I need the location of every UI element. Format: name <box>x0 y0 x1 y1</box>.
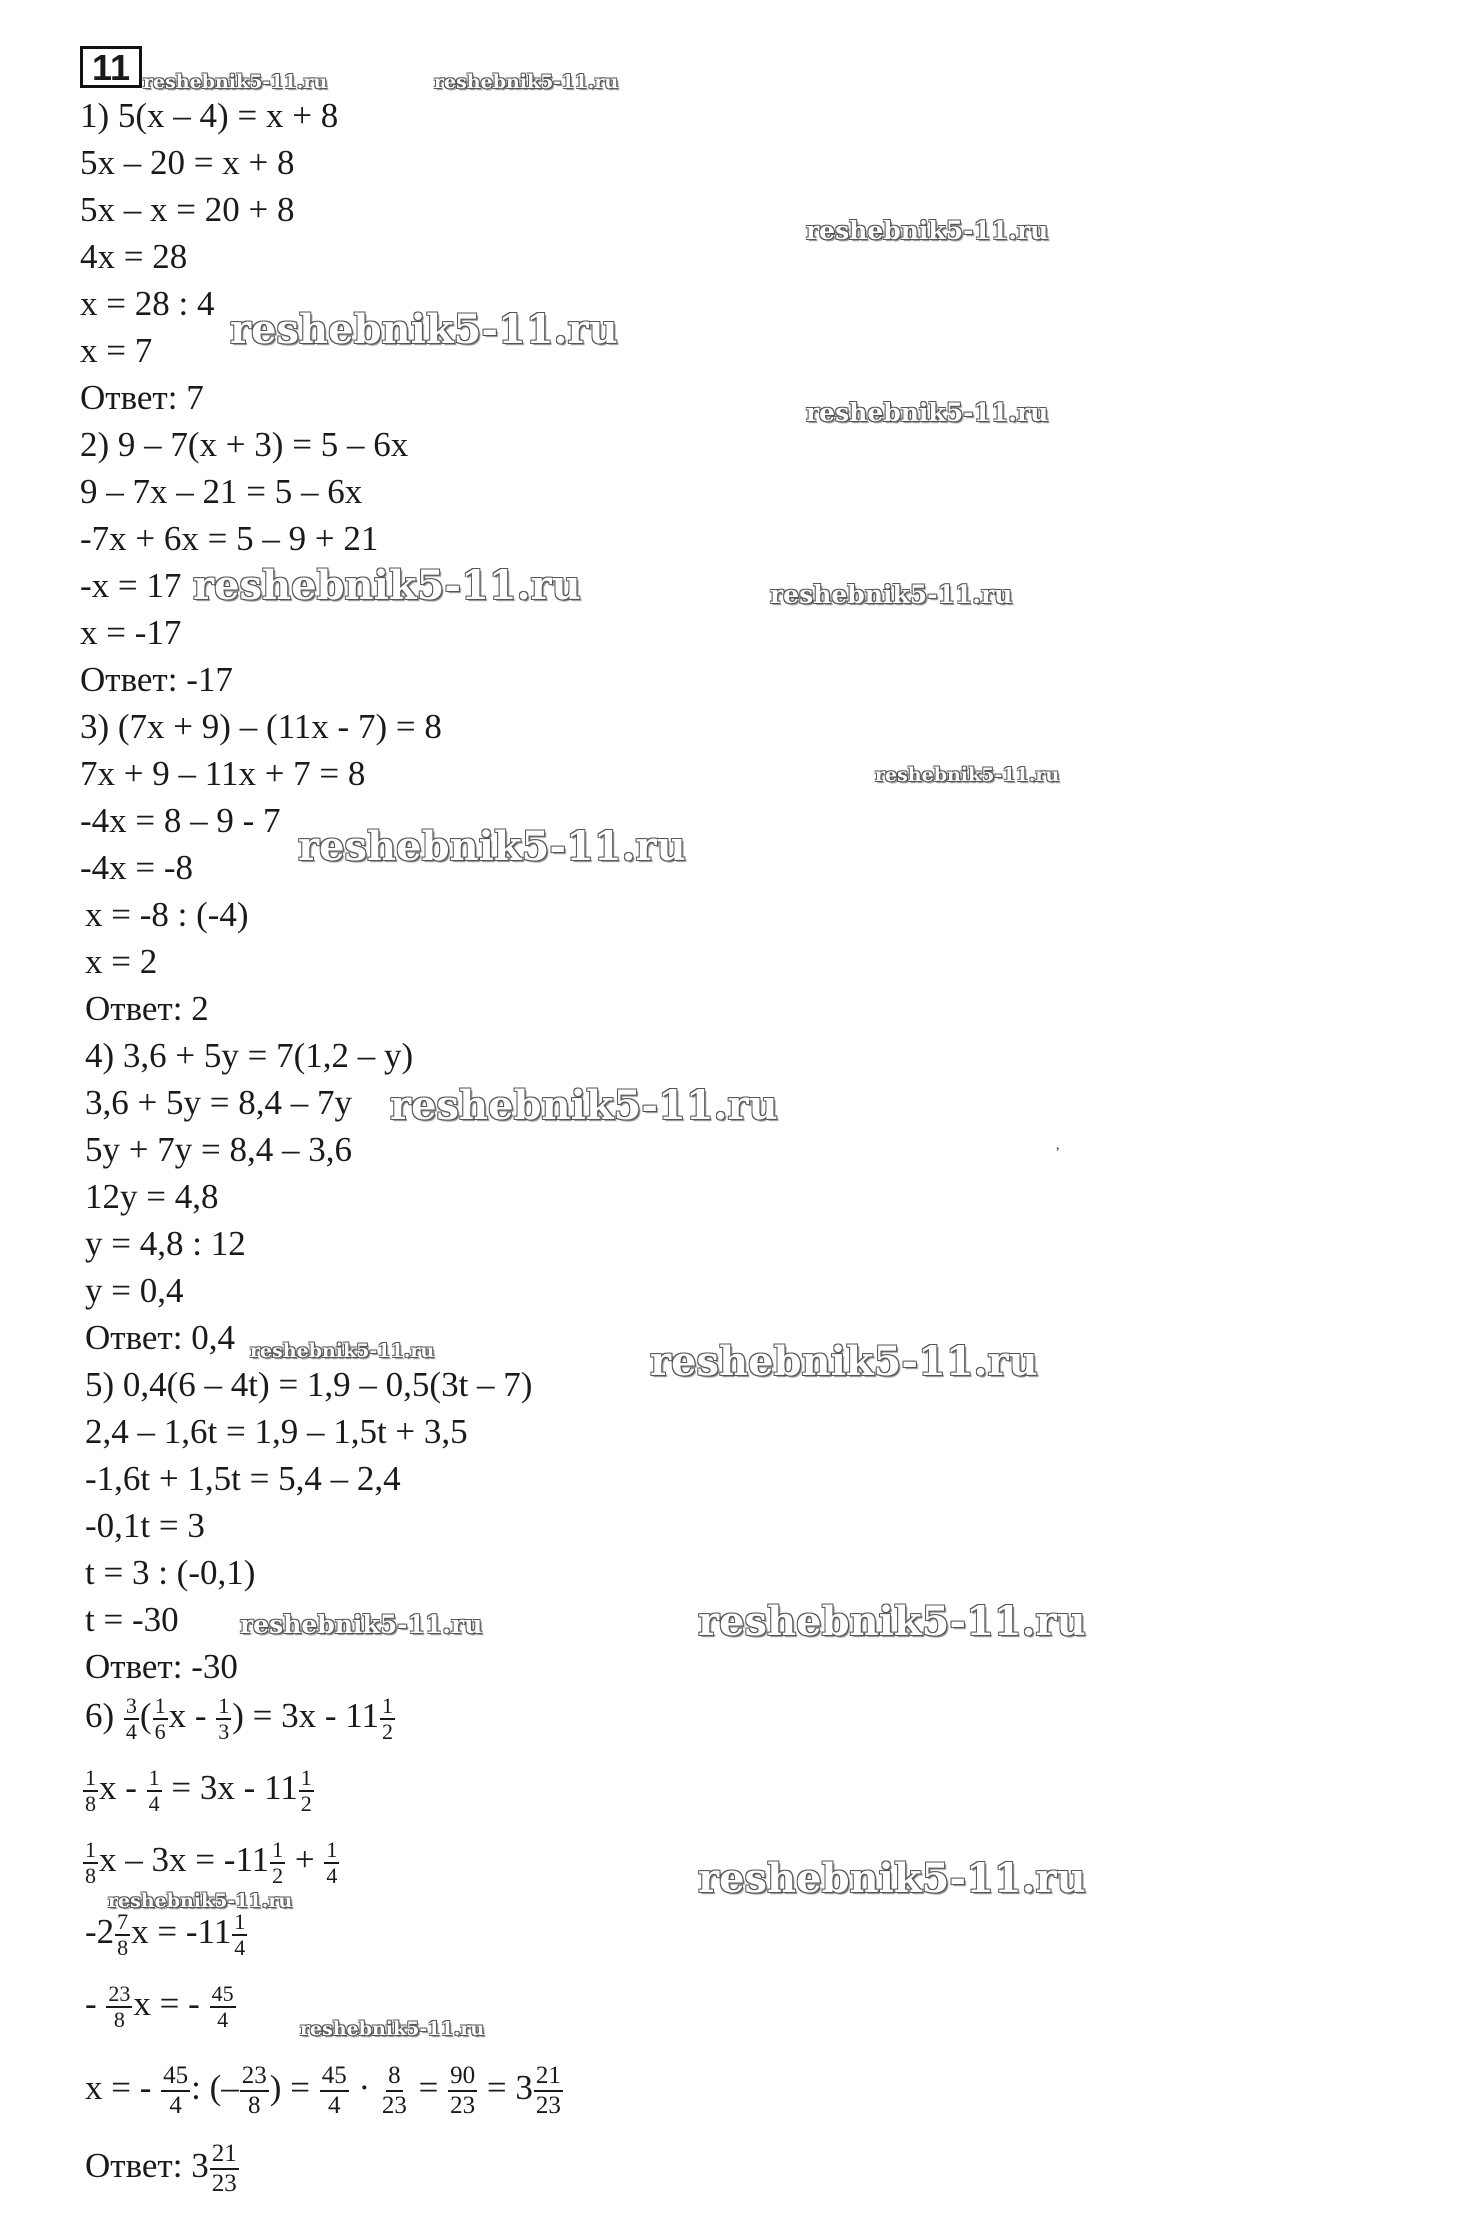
watermark: reshebnik5-11.ru <box>108 1890 293 1912</box>
text: + <box>286 1840 324 1880</box>
denominator: 4 <box>217 2007 229 2032</box>
fraction <box>299 1766 314 1816</box>
fraction <box>534 2062 563 2120</box>
watermark: reshebnik5-11.ru <box>250 1340 435 1362</box>
watermark: reshebnik5-11.ru <box>698 1598 1086 1645</box>
text: x = -11 <box>131 1912 232 1952</box>
fraction <box>161 2062 190 2120</box>
denominator: 4 <box>169 2092 182 2119</box>
fraction <box>380 1694 395 1744</box>
line-6-6 <box>85 2062 564 2120</box>
text: - <box>85 1984 106 2024</box>
line-2-4: -x = 17 <box>80 566 182 605</box>
numerator: 23 <box>240 2062 269 2092</box>
fraction <box>210 2140 239 2198</box>
fraction <box>448 2062 477 2120</box>
text: x = - <box>85 2068 161 2108</box>
line-2-1: 2) 9 – 7(x + 3) = 5 – 6x <box>80 425 409 464</box>
denominator: 3 <box>218 1719 230 1744</box>
stray-mark: , <box>1056 1138 1060 1153</box>
denominator: 4 <box>326 1863 338 1888</box>
text: x – 3x = -11 <box>99 1840 270 1880</box>
line-5-1: 5) 0,4(6 – 4t) = 1,9 – 0,5(3t – 7) <box>85 1365 533 1404</box>
line-2-5: x = -17 <box>80 613 182 652</box>
line-6-3 <box>82 1838 340 1888</box>
watermark: reshebnik5-11.ru <box>434 71 619 93</box>
fraction <box>115 1910 130 1960</box>
fraction <box>270 1838 285 1888</box>
watermark: reshebnik5-11.ru <box>240 1610 483 1639</box>
denominator: 6 <box>154 1719 166 1744</box>
line-4-5: y = 4,8 : 12 <box>85 1224 246 1263</box>
numerator: 45 <box>320 2062 349 2092</box>
answer-1: Ответ: 7 <box>80 378 204 417</box>
numerator: 8 <box>386 2062 403 2092</box>
text: -2 <box>85 1912 115 1952</box>
denominator: 8 <box>117 1935 129 1960</box>
fraction <box>320 2062 349 2120</box>
line-5-2: 2,4 – 1,6t = 1,9 – 1,5t + 3,5 <box>85 1412 468 1451</box>
watermark: reshebnik5-11.ru <box>698 1855 1086 1902</box>
text: 6) <box>85 1696 123 1736</box>
text: · <box>349 2068 379 2108</box>
numerator: 1 <box>272 1837 284 1862</box>
fraction <box>83 1766 98 1816</box>
watermark: reshebnik5-11.ru <box>230 306 618 353</box>
line-3-3: -4x = 8 – 9 - 7 <box>80 801 281 840</box>
denominator: 2 <box>381 1719 393 1744</box>
numerator: 1 <box>85 1765 96 1790</box>
fraction <box>153 1694 168 1744</box>
text: x - <box>168 1696 216 1736</box>
line-3-2: 7x + 9 – 11x + 7 = 8 <box>80 754 366 793</box>
denominator: 23 <box>535 2092 561 2119</box>
numerator: 1 <box>85 1837 96 1862</box>
answer-6 <box>85 2140 240 2198</box>
line-5-3: -1,6t + 1,5t = 5,4 – 2,4 <box>85 1459 401 1498</box>
answer-5: Ответ: -30 <box>85 1647 238 1686</box>
numerator: 3 <box>125 1693 137 1718</box>
denominator: 4 <box>234 1935 246 1960</box>
text: = 3 <box>478 2068 533 2108</box>
numerator: 23 <box>108 1981 131 2006</box>
line-6-1 <box>85 1694 396 1744</box>
numerator: 7 <box>117 1909 129 1934</box>
fraction <box>147 1766 162 1816</box>
numerator: 21 <box>210 2140 239 2170</box>
numerator: 1 <box>154 1693 166 1718</box>
task-number: 11 <box>80 46 142 88</box>
watermark: reshebnik5-11.ru <box>806 398 1049 427</box>
line-4-6: y = 0,4 <box>85 1271 184 1310</box>
line-3-1: 3) (7x + 9) – (11x - 7) = 8 <box>80 707 442 746</box>
text: = 3x - 11 <box>162 1768 298 1808</box>
denominator: 4 <box>148 1791 160 1816</box>
watermark: reshebnik5-11.ru <box>300 2018 485 2040</box>
watermark: reshebnik5-11.ru <box>390 1082 778 1129</box>
denominator: 23 <box>450 2092 476 2119</box>
denominator: 8 <box>248 2092 261 2119</box>
text: ) <box>269 2068 282 2108</box>
line-2-2: 9 – 7x – 21 = 5 – 6x <box>80 472 363 511</box>
watermark: reshebnik5-11.ru <box>143 71 328 93</box>
line-4-2: 3,6 + 5y = 8,4 – 7y <box>85 1083 352 1122</box>
text: = <box>409 2068 448 2108</box>
denominator: 2 <box>300 1791 312 1816</box>
denominator: 4 <box>327 2092 341 2119</box>
line-3-4: -4x = -8 <box>80 848 194 887</box>
watermark: reshebnik5-11.ru <box>193 562 581 609</box>
text: = <box>281 2068 319 2108</box>
denominator: 8 <box>85 1863 96 1888</box>
line-1-1: 1) 5(x – 4) = x + 8 <box>80 96 339 135</box>
line-4-4: 12y = 4,8 <box>85 1177 219 1216</box>
denominator: 4 <box>125 1719 137 1744</box>
line-3-5: x = -8 : (-4) <box>85 895 249 934</box>
text: Ответ: 3 <box>85 2146 209 2186</box>
text: ) = 3x - 11 <box>232 1696 379 1736</box>
line-1-4: 4x = 28 <box>80 237 188 276</box>
line-2-3: -7x + 6x = 5 – 9 + 21 <box>80 519 379 558</box>
fraction <box>83 1838 98 1888</box>
numerator: 90 <box>448 2062 477 2092</box>
numerator: 1 <box>148 1765 160 1790</box>
line-4-1: 4) 3,6 + 5y = 7(1,2 – y) <box>85 1036 414 1075</box>
denominator: 23 <box>211 2170 237 2197</box>
numerator: 45 <box>161 2062 190 2092</box>
line-5-4: -0,1t = 3 <box>85 1506 205 1545</box>
fraction <box>210 1982 236 2032</box>
line-4-3: 5y + 7y = 8,4 – 3,6 <box>85 1130 352 1169</box>
line-6-4 <box>85 1910 248 1960</box>
line-1-5: x = 28 : 4 <box>80 284 215 323</box>
line-1-6: x = 7 <box>80 331 153 370</box>
denominator: 8 <box>113 2007 125 2032</box>
numerator: 45 <box>211 1981 234 2006</box>
denominator: 8 <box>85 1791 96 1816</box>
line-6-2 <box>82 1766 315 1816</box>
text: x = - <box>133 1984 209 2024</box>
fraction <box>216 1694 231 1744</box>
watermark: reshebnik5-11.ru <box>875 764 1060 786</box>
denominator: 2 <box>272 1863 284 1888</box>
numerator: 1 <box>218 1693 230 1718</box>
answer-4: Ответ: 0,4 <box>85 1318 235 1357</box>
numerator: 21 <box>534 2062 563 2092</box>
numerator: 1 <box>234 1909 246 1934</box>
answer-2: Ответ: -17 <box>80 660 233 699</box>
line-1-2: 5x – 20 = x + 8 <box>80 143 295 182</box>
watermark: reshebnik5-11.ru <box>650 1338 1038 1385</box>
denominator: 23 <box>381 2092 407 2119</box>
fraction <box>232 1910 247 1960</box>
text: x - <box>99 1768 146 1808</box>
fraction <box>380 2062 409 2120</box>
text: (– <box>209 2068 239 2108</box>
text: : <box>191 2068 210 2108</box>
fraction <box>124 1694 139 1744</box>
watermark: reshebnik5-11.ru <box>770 580 1013 609</box>
numerator: 1 <box>381 1693 393 1718</box>
watermark: reshebnik5-11.ru <box>298 823 686 870</box>
numerator: 1 <box>326 1837 338 1862</box>
line-1-3: 5x – x = 20 + 8 <box>80 190 295 229</box>
line-5-6: t = -30 <box>85 1600 179 1639</box>
fraction <box>240 2062 269 2120</box>
line-3-6: x = 2 <box>85 942 158 981</box>
fraction <box>106 1982 132 2032</box>
numerator: 1 <box>300 1765 312 1790</box>
line-5-5: t = 3 : (-0,1) <box>85 1553 256 1592</box>
watermark: reshebnik5-11.ru <box>806 216 1049 245</box>
answer-3: Ответ: 2 <box>85 989 209 1028</box>
text: ( <box>139 1696 152 1736</box>
fraction <box>324 1838 339 1888</box>
line-6-5 <box>85 1982 237 2032</box>
